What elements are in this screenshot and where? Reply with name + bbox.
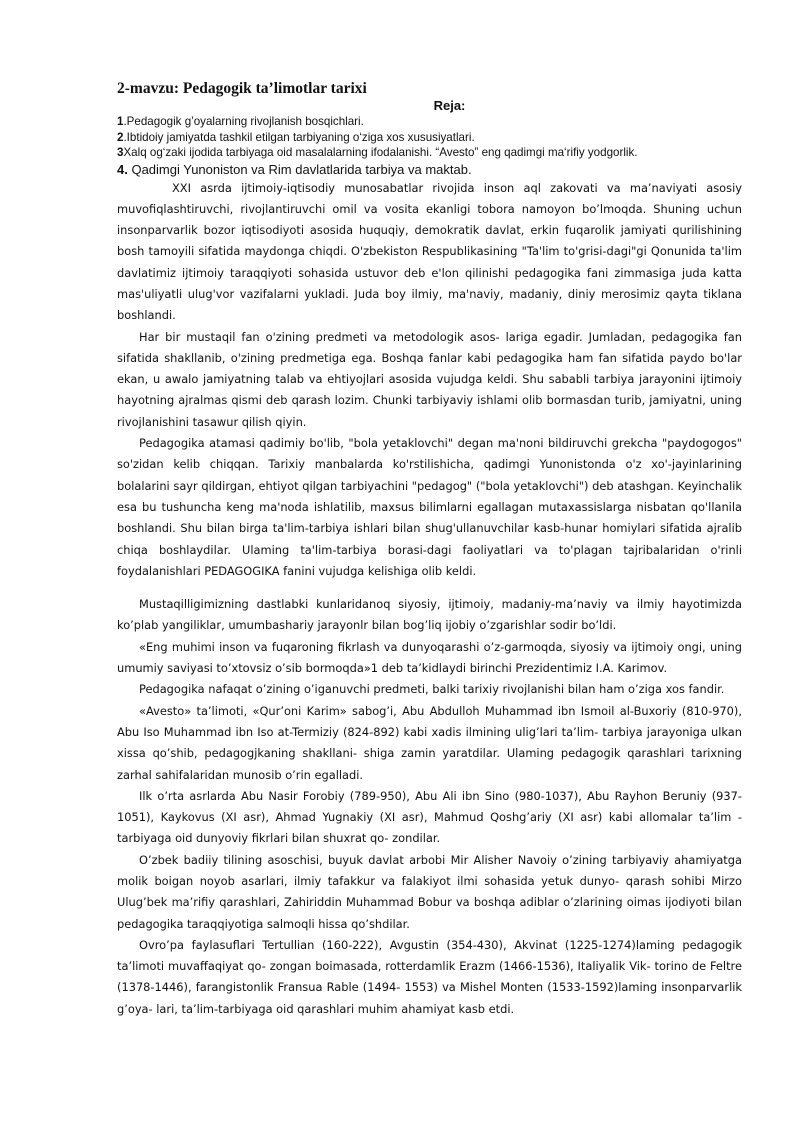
paragraph: «Avesto» ta’limoti, «Qur’oni Karim» sabog’i, Abu Abdulloh Muhammad ibn Ismoil al-Buxoriy (810-970), Abu Iso Muhammad ibn Iso at-Termiziy (824-892) kabi xadis ilmining ulig’lari ta’lim- tarbiya jarayoniga ulkan xissa qo’shib, pedagogjkaning shakllani- shiga zamin yaratdilar. Ulaming pedagogik qarashlari tarixning zarhal sahifalaridan munosib o’rin egalladi.	[117, 703, 742, 782]
paragraph: Pedagogika nafaqat o’zining o’iganuvchi predmeti, balki tarixiy rivojlanishi bilan ham o’ziga xos fandir.	[139, 682, 725, 697]
paragraph-gap	[117, 582, 742, 594]
plan-text: .Ibtidoiy jamiyatda tashkil etilgan tarbiyaning o‘ziga xos xususiyatlari.	[123, 130, 475, 144]
plan-text: Xalq og‘zaki ijodida tarbiyaga oid masalalarning ifodalanishi. “Avesto” eng qadimgi ma‘rifiy yodgorlik.	[123, 146, 638, 159]
paragraph: O’zbek badiiy tilining asoschisi, buyuk davlat arbobi Mir Alisher Navoiy o’zining tarbiyaviy ahamiyatga molik boigan noyob asarlari, ilmiy tafakkur va falakiyot ilmi sohasida yetuk dunyo- qarash sohibi Mirzo Ulug’bek ma’rifiy qarashlari, Zahiriddin Muhammad Bobur va boshqa adiblar o’zlarining oimas ijodiyoti bilan pedagogika taraqqiyotiga salmoqli hissa qo’shdilar.	[117, 852, 742, 931]
paragraph: XXI asrda ijtimoiy-iqtisodiy munosabatlar rivojida inson aql zakovati va ma’naviyati asosiy muvofiqlashtiruvchi, rivojlantiruvchi omil va vosita ekanligi tobora namoyon bo’lmoqda. Shuning uchun insonparvarlik bozor iqtisodiyoti asosida huquqiy, demokratik davlat, erkin fuqarolik jamiyati qurilishining bosh tamoyili sifatida maydonga chiqdi. O'zbekiston Respublikasining "Ta'lim to'grisi-dagi"gi Qonunida ta'lim davlatimiz ijtimoiy taraqqiyoti sohasida ustuvor deb e'lon qilinishi pedagogika fani zimmasiga juda katta mas'uliyatli ulug'vor vazifalarni yukladi. Juda boy ilmiy, ma'naviy, madaniy, diniy merosimiz qayta tiklana boshlandi.	[117, 180, 742, 323]
plan-item-4	[117, 161, 742, 178]
page-title: 2-mavzu: Pedagogik ta’limotlar tarixi	[117, 80, 367, 97]
plan-item-2	[117, 130, 742, 146]
paragraph: Mustaqilligimizning dastlabki kunlaridanoq siyosiy, ijtimoiy, madaniy-ma’naviy va ilmiy hayotimizda ko’plab yangiliklar, umumbashariy jarayonlr bilan bog’liq ijobiy o’zgarishlar sodir bo’ldi.	[117, 597, 742, 633]
plan-item-1	[117, 114, 742, 130]
plan-number: 2	[117, 130, 124, 144]
plan-heading: Reja:	[433, 98, 466, 113]
plan-text: Qadimgi Yunoniston va Rim davlatlarida tarbiya va maktab.	[127, 161, 472, 177]
paragraph: Ovro’pa faylasuflari Tertullian (160-222), Avgustin (354-430), Akvinat (1225-1274)laming pedagogik ta’limoti muvaffaqiyat qo- zongan boimasada, rotterdamlik Erazm (1466-1536), Italiyalik Vik- torino de Feltre (1378-1446), farangistonlik Fransua Rable (1494- 1553) va Mishel Monten (1533-1592)laming insonparvarlik g’oya- lari, ta’lim-tarbiyaga oid qarashlari muhim ahamiyat kasb etdi.	[117, 937, 742, 1016]
paragraph: Ilk o’rta asrlarda Abu Nasir Forobiy (789-950), Abu Ali ibn Sino (980-1037), Abu Rayhon Beruniy (937-1051), Kaykovus (XI asr), Ahmad Yugnakiy (XI asr), Mahmud Qoshg’ariy (XI asr) kabi allomalar ta’lim -tarbiyaga oid dunyoviy fikrlari bilan shuxrat qo- zondilar.	[117, 788, 742, 846]
paragraph: Pedagogika atamasi qadimiy bo'lib, "bola yetaklovchi" degan ma'noni bildiruvchi grekcha "paydogogos" so'zidan kelib chiqqan. Tarixiy manbalarda ko'rstilishicha, qadimgi Yunonistonda o'z xo'-jayinlarining bolalarini sayr qildirgan, ehtiyot qilgan tarbiyachini "pedagog" ("bola yetaklovchi") deb atashgan. Keyinchalik esa bu tushuncha keng ma'noda ishlatilib, maxsus bilimlarni egallagan mutaxassislarga nisbatan qo'llanila boshlandi. Shu bilan birga ta'lim-tarbiya ishlari bilan shug'ullanuvchilar kasb-hunar homiylari sifatida ajralib chiqa boshlaydilar. Ulaming ta'lim-tarbiya borasi-dagi faoliyatlari va to'plagan tajribalaridan o'rinli foydalanishlari PEDAGOGIKA fanini vujudga kelishiga olib keldi.	[117, 436, 742, 578]
body-text	[117, 178, 742, 1021]
paragraph: «Eng muhimi inson va fuqaroning fikrlash va dunyoqarashi o’z-garmoqda, siyosiy va ijtimoiy ongi, uning umumiy saviyasi to’xtovsiz o’sib bormoqda»1 deb ta’kidlaydi birinchi Prezidentimiz I.A. Karimov.	[117, 639, 742, 676]
plan-number: 3	[117, 146, 124, 159]
plan-list	[117, 114, 742, 178]
plan-number: 1	[117, 115, 124, 128]
plan-number: 4.	[117, 161, 128, 177]
document-page	[117, 80, 742, 1020]
plan-item-3	[117, 145, 742, 161]
paragraph: Har bir mustaqil fan o'zining predmeti va metodologik asos- lariga egadir. Jumladan, pedagogika fan sifatida shakllanib, o'zining predmetiga ega. Boshqa fanlar kabi pedagogika ham fan sifatida paydo bo'lar ekan, u awalo jamiyatning talab va ehtiyojlari asosida vujudga keldi. Shu sababli tarbiya jarayonini ijtimoiy hayotning ajralmas qismi deb qarash lozim. Chunki tarbiyaviy ishlami olib bormasdan turib, jamiyatni, uning rivojlanishini tasawur qilish qiyin.	[117, 329, 742, 429]
plan-text: .Pedagogik g’oyalarning rivojlanish bosqichlari.	[123, 115, 364, 128]
